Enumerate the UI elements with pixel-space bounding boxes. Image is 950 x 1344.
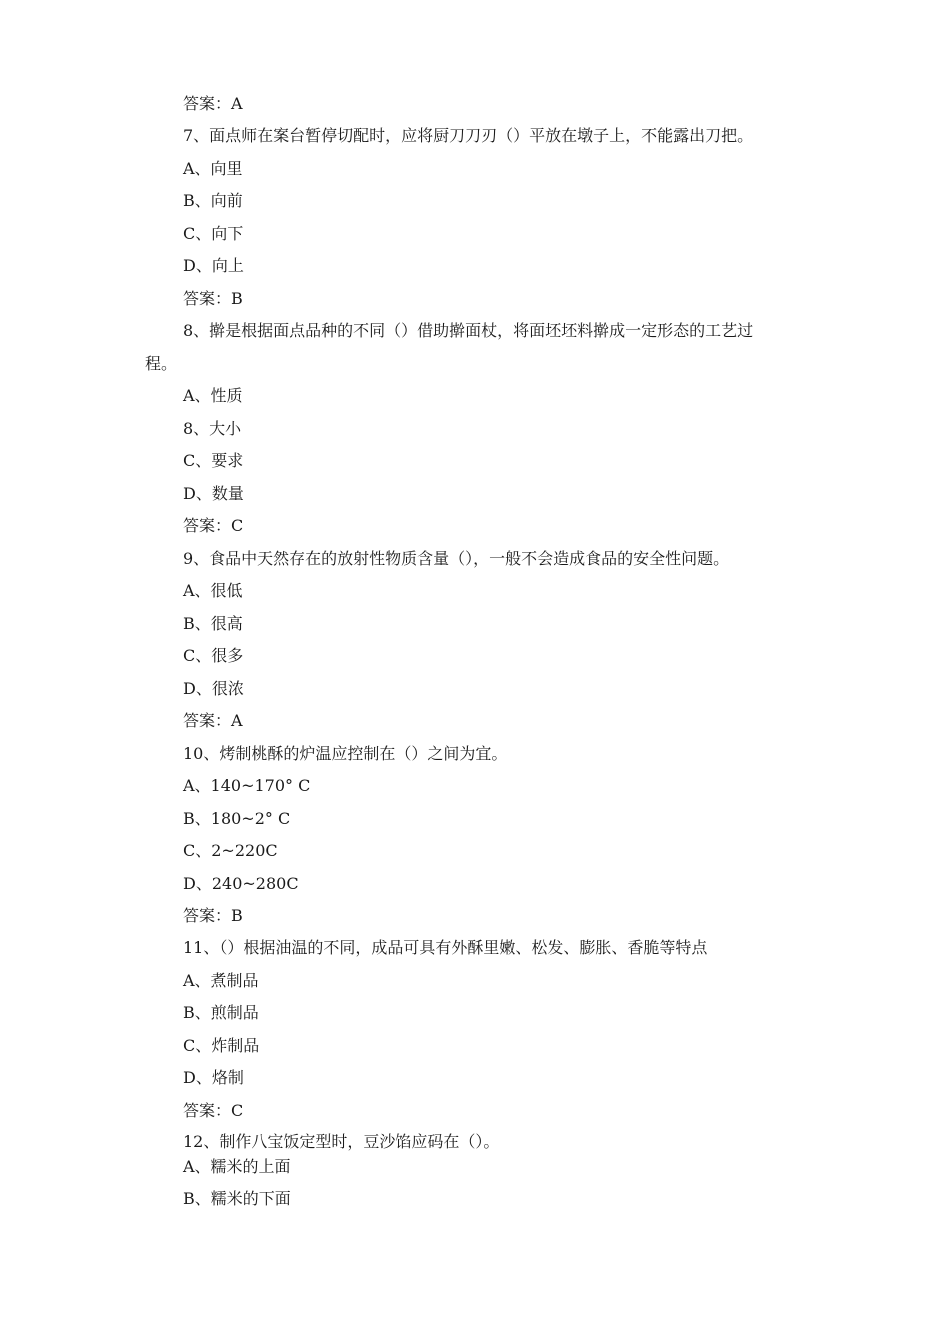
option-line: D、240~280C xyxy=(183,874,299,893)
option-line: B、糯米的下面 xyxy=(183,1189,291,1208)
option-line: C、2~220C xyxy=(183,841,278,860)
option-line: B、向前 xyxy=(183,191,243,210)
question-8-cont: 程。 xyxy=(145,354,178,373)
option-line: B、180~2° C xyxy=(183,809,291,828)
answer-line: 答案：B xyxy=(183,289,243,308)
answer-line: 答案：C xyxy=(183,516,244,535)
option-line: 8、大小 xyxy=(183,419,242,438)
option-line: B、煎制品 xyxy=(183,1003,259,1022)
option-line: C、炸制品 xyxy=(183,1036,260,1055)
question-9: 9、食品中天然存在的放射性物质含量（），一般不会造成食品的安全性问题。 xyxy=(183,549,730,568)
option-line: D、向上 xyxy=(183,256,244,275)
answer-line: 答案：A xyxy=(183,711,243,730)
option-line: A、煮制品 xyxy=(183,971,259,990)
option-line: D、烙制 xyxy=(183,1068,244,1087)
option-line: A、性质 xyxy=(183,386,243,405)
option-line: A、140~170° C xyxy=(183,776,311,795)
question-12: 12、制作八宝饭定型时，豆沙馅应码在（）。 xyxy=(183,1132,500,1151)
option-line: A、向里 xyxy=(183,159,243,178)
question-8: 8、擀是根据面点品种的不同（）借助擀面杖，将面坯坯料擀成一定形态的工艺过 xyxy=(183,321,754,340)
option-line: D、很浓 xyxy=(183,679,244,698)
question-11: 11、（）根据油温的不同，成品可具有外酥里嫩、松发、膨胀、香脆等特点 xyxy=(183,938,708,957)
answer-line: 答案：B xyxy=(183,906,243,925)
answer-line: 答案：A xyxy=(183,94,243,113)
option-line: C、很多 xyxy=(183,646,244,665)
option-line: A、很低 xyxy=(183,581,243,600)
option-line: C、要求 xyxy=(183,451,244,470)
option-line: C、向下 xyxy=(183,224,244,243)
question-10: 10、烤制桃酥的炉温应控制在（）之间为宜。 xyxy=(183,744,508,763)
answer-line: 答案：C xyxy=(183,1101,244,1120)
option-line: A、糯米的上面 xyxy=(183,1157,291,1176)
question-7: 7、面点师在案台暂停切配时，应将厨刀刀刃（）平放在墩子上，不能露出刀把。 xyxy=(183,126,754,145)
option-line: B、很高 xyxy=(183,614,243,633)
option-line: D、数量 xyxy=(183,484,244,503)
